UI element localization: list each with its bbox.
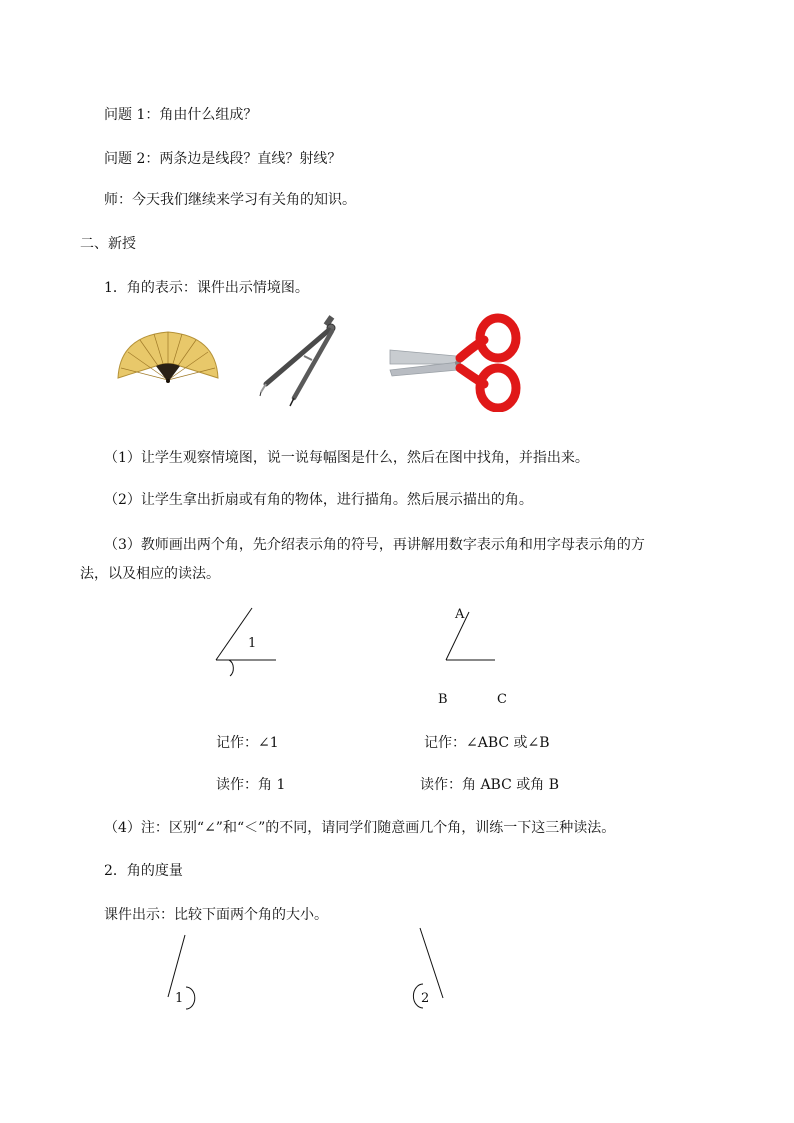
sub-item-1: （1）让学生观察情境图，说一说每幅图是什么，然后在图中找角，并指出来。 [104,450,589,466]
item-2-title: 2．角的度量 [104,863,183,879]
angle-abc-label-c: C [497,692,507,707]
scissors-image [388,312,524,412]
angle-1-diagram [200,600,290,680]
question-1: 问题 1：角由什么组成？ [104,107,258,123]
angle-abc-read: 读作：角 ABC 或角 B [420,777,560,793]
teacher-line: 师：今天我们继续来学习有关角的知识。 [104,192,356,208]
compare-angle-1-label: 1 [175,991,184,1006]
section-heading: 二、新授 [80,236,136,252]
angle-1-label: 1 [248,636,257,651]
compare-angle-2-label: 2 [421,991,430,1006]
angle-abc-diagram [430,600,510,680]
folding-fan-image [116,328,220,384]
angle-1-read: 读作：角 1 [216,777,286,793]
angle-abc-record: 记作：∠ABC 或∠B [424,735,550,751]
sub-item-2: （2）让学生拿出折扇或有角的物体，进行描角。然后展示描出的角。 [104,492,533,508]
angle-abc-label-b: B [438,692,448,707]
sub-item-4: （4）注：区别“∠”和“＜”的不同，请同学们随意画几个角，训练一下这三种读法。 [104,820,616,836]
item-1-title: 1．角的表示：课件出示情境图。 [104,280,309,296]
angle-1-record: 记作：∠1 [216,735,279,751]
question-2: 问题 2：两条边是线段？直线？射线？ [104,151,342,167]
sub-item-3-line-1: （3）教师画出两个角，先介绍表示角的符号，再讲解用数字表示角和用字母表示角的方 [104,537,645,553]
compare-angle-2-diagram [405,920,465,1010]
compare-angle-1-diagram [150,925,220,1015]
sub-item-3-line-2: 法，以及相应的读法。 [80,566,220,582]
compass-image [252,310,344,410]
courseware-line: 课件出示：比较下面两个角的大小。 [104,907,328,923]
angle-abc-label-a: A [455,607,465,622]
